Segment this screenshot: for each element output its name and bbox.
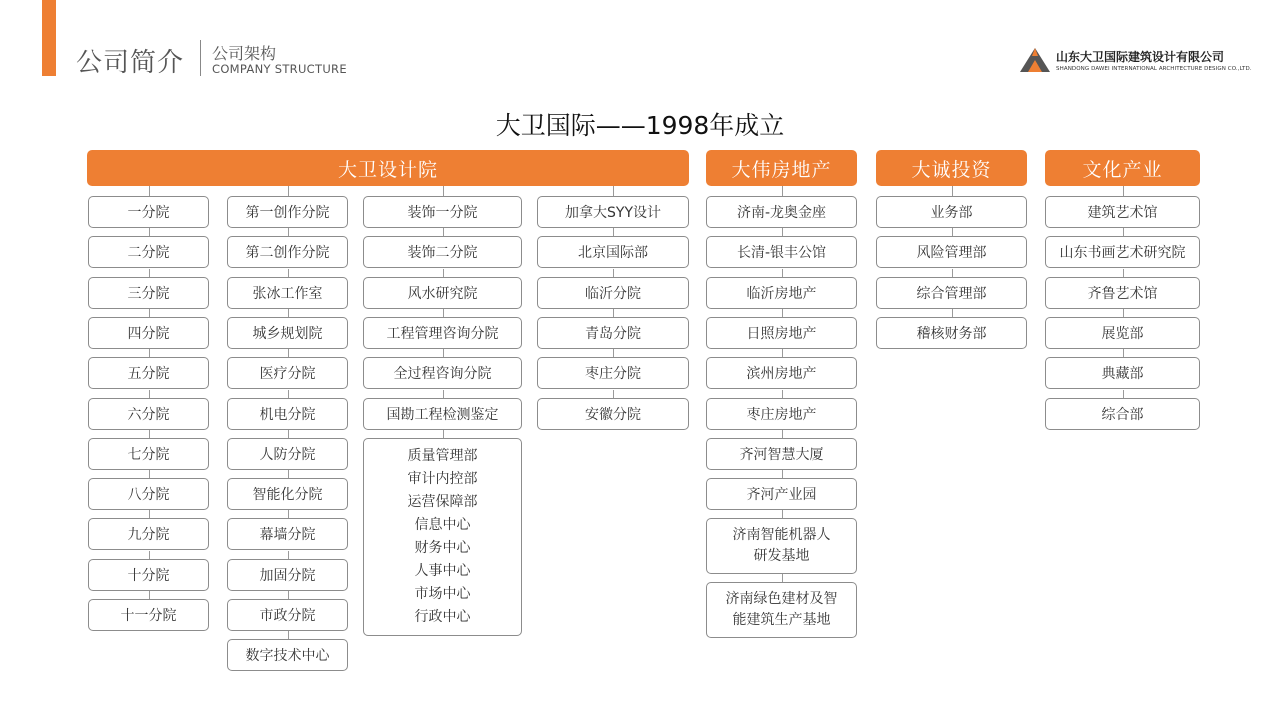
logo-text: 山东大卫国际建筑设计有限公司 [1056, 50, 1225, 64]
org-unit-box: 加拿大SYY设计 [537, 196, 689, 228]
org-unit-box: 第二创作分院 [227, 236, 348, 268]
org-unit-box: 机电分院 [227, 398, 348, 430]
org-unit-box: 典藏部 [1045, 357, 1200, 389]
branch-culture: 文化产业 [1045, 150, 1200, 186]
branch-design-institute: 大卫设计院 [87, 150, 689, 186]
org-unit-box: 业务部 [876, 196, 1027, 228]
company-logo [1018, 44, 1252, 78]
org-unit-box: 综合管理部 [876, 277, 1027, 309]
org-unit-label: 信息中心 [414, 517, 471, 533]
org-unit-box: 综合部 [1045, 398, 1200, 430]
connector-line [952, 186, 953, 196]
connector-line [782, 269, 783, 277]
connector-line [443, 228, 444, 236]
org-unit-box: 三分院 [88, 277, 209, 309]
org-unit-box: 装饰二分院 [363, 236, 522, 268]
logo-text-en: SHANDONG DAWEI INTERNATIONAL ARCHITECTURE DESIGN CO.,LTD. [1056, 66, 1252, 72]
org-unit-box: 四分院 [88, 317, 209, 349]
connector-line [149, 269, 150, 277]
connector-line [288, 631, 289, 639]
org-unit-box: 工程管理咨询分院 [363, 317, 522, 349]
connector-line [613, 186, 614, 196]
org-unit-label: 质量管理部 [407, 448, 478, 464]
org-unit-box: 十分院 [88, 559, 209, 591]
org-unit-box: 数字技术中心 [227, 639, 348, 671]
connector-line [613, 349, 614, 357]
connector-line [782, 470, 783, 478]
org-unit-label: 财务中心 [414, 540, 471, 556]
org-unit-box: 齐河智慧大厦 [706, 438, 857, 470]
org-unit-box: 全过程咨询分院 [363, 357, 522, 389]
connector-line [443, 269, 444, 277]
connector-line [288, 228, 289, 236]
connector-line [613, 390, 614, 398]
org-unit-box: 青岛分院 [537, 317, 689, 349]
org-unit-box: 五分院 [88, 357, 209, 389]
org-unit-box: 二分院 [88, 236, 209, 268]
section-subtitle-en: COMPANY STRUCTURE [212, 62, 347, 76]
branch-real-estate: 大伟房地产 [706, 150, 857, 186]
org-unit-label: 人事中心 [414, 563, 471, 579]
connector-line [782, 390, 783, 398]
connector-line [782, 574, 783, 582]
connector-line [288, 591, 289, 599]
connector-line [288, 186, 289, 196]
connector-line [443, 349, 444, 357]
connector-line [613, 269, 614, 277]
connector-line [149, 309, 150, 317]
accent-bar [42, 0, 56, 76]
org-unit-label: 能建筑生产基地 [732, 612, 831, 628]
org-unit-box: 六分院 [88, 398, 209, 430]
connector-line [149, 591, 150, 599]
org-unit-box: 医疗分院 [227, 357, 348, 389]
org-unit-box: 九分院 [88, 518, 209, 550]
connector-line [288, 390, 289, 398]
connector-line [952, 309, 953, 317]
org-unit-box [706, 518, 857, 574]
org-unit-box: 临沂房地产 [706, 277, 857, 309]
connector-line [443, 309, 444, 317]
org-unit-box: 齐河产业园 [706, 478, 857, 510]
connector-line [782, 510, 783, 518]
org-unit-box: 八分院 [88, 478, 209, 510]
org-unit-box: 装饰一分院 [363, 196, 522, 228]
connector-line [149, 510, 150, 518]
org-unit-box: 建筑艺术馆 [1045, 196, 1200, 228]
org-unit-box: 风险管理部 [876, 236, 1027, 268]
connector-line [288, 269, 289, 277]
connector-line [443, 430, 444, 438]
org-unit-box: 张冰工作室 [227, 277, 348, 309]
diagram-title: 大卫国际——1998年成立 [495, 111, 785, 140]
connector-line [782, 228, 783, 236]
org-unit-box: 枣庄分院 [537, 357, 689, 389]
org-unit-box: 滨州房地产 [706, 357, 857, 389]
org-unit-label: 济南智能机器人 [732, 527, 831, 543]
connector-line [1123, 349, 1124, 357]
connector-line [1123, 390, 1124, 398]
logo-mountain-icon [1018, 44, 1052, 74]
org-unit-box: 展览部 [1045, 317, 1200, 349]
connector-line [149, 430, 150, 438]
connector-line [288, 470, 289, 478]
org-unit-label: 行政中心 [414, 609, 471, 625]
org-unit-box: 日照房地产 [706, 317, 857, 349]
org-unit-box: 风水研究院 [363, 277, 522, 309]
connector-line [443, 186, 444, 196]
connector-line [288, 430, 289, 438]
connector-line [1123, 186, 1124, 196]
connector-line [443, 390, 444, 398]
org-unit-box: 第一创作分院 [227, 196, 348, 228]
org-unit-box: 长清-银丰公馆 [706, 236, 857, 268]
org-unit-box: 安徽分院 [537, 398, 689, 430]
org-unit-box: 国勘工程检测鉴定 [363, 398, 522, 430]
org-unit-label: 研发基地 [753, 548, 810, 564]
org-unit-box: 齐鲁艺术馆 [1045, 277, 1200, 309]
connector-line [149, 551, 150, 559]
page-title: 公司简介 [76, 48, 185, 78]
org-unit-box: 山东书画艺术研究院 [1045, 236, 1200, 268]
branch-investment: 大诚投资 [876, 150, 1027, 186]
connector-line [149, 349, 150, 357]
org-unit-box: 北京国际部 [537, 236, 689, 268]
section-subtitle: 公司架构 [212, 44, 277, 63]
connector-line [952, 228, 953, 236]
connector-line [1123, 269, 1124, 277]
org-unit-box: 城乡规划院 [227, 317, 348, 349]
connector-line [782, 349, 783, 357]
org-unit-label: 济南绿色建材及智 [725, 591, 838, 607]
connector-line [782, 309, 783, 317]
org-unit-box: 七分院 [88, 438, 209, 470]
connector-line [149, 390, 150, 398]
org-unit-box: 加固分院 [227, 559, 348, 591]
connector-line [952, 269, 953, 277]
org-unit-label: 市场中心 [414, 586, 471, 602]
connector-line [613, 228, 614, 236]
org-unit-box: 枣庄房地产 [706, 398, 857, 430]
org-unit-box: 人防分院 [227, 438, 348, 470]
connector-line [782, 186, 783, 196]
org-unit-box [706, 582, 857, 638]
org-unit-label: 审计内控部 [407, 471, 478, 487]
org-unit-box: 一分院 [88, 196, 209, 228]
org-unit-box: 稽核财务部 [876, 317, 1027, 349]
connector-line [288, 510, 289, 518]
org-unit-box: 幕墙分院 [227, 518, 348, 550]
org-unit-box: 智能化分院 [227, 478, 348, 510]
connector-line [149, 228, 150, 236]
org-unit-box [363, 438, 522, 636]
org-unit-box: 市政分院 [227, 599, 348, 631]
connector-line [1123, 309, 1124, 317]
connector-line [1123, 228, 1124, 236]
org-unit-box: 济南-龙奥金座 [706, 196, 857, 228]
org-unit-label: 运营保障部 [407, 494, 478, 510]
org-unit-box: 临沂分院 [537, 277, 689, 309]
header-divider [200, 40, 201, 76]
org-unit-box: 十一分院 [88, 599, 209, 631]
connector-line [782, 430, 783, 438]
connector-line [613, 309, 614, 317]
connector-line [149, 470, 150, 478]
connector-line [288, 309, 289, 317]
connector-line [149, 186, 150, 196]
connector-line [288, 349, 289, 357]
connector-line [288, 551, 289, 559]
